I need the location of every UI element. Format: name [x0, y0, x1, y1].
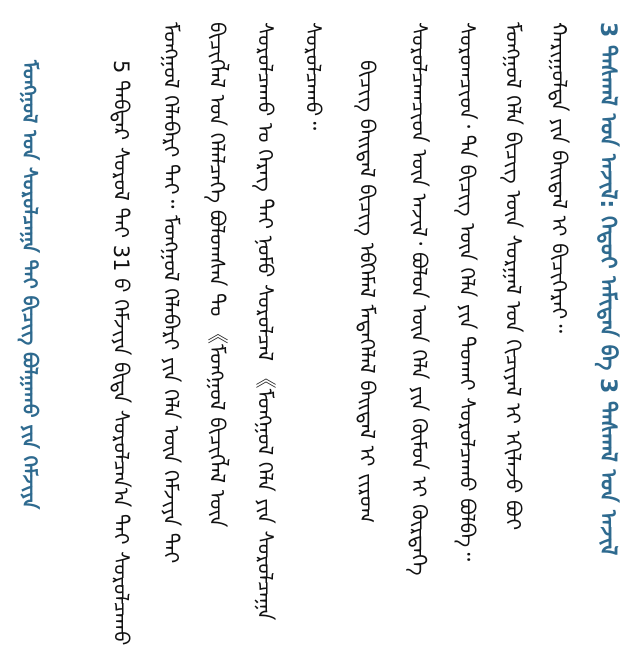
body-line-6: ᠰᠤᠷᠤᠯᠴᠠᠬᠤ᠃ — [301, 22, 325, 131]
body-line-10: 5 ᠳᠡᠪᠲᠡᠷ ᠰᠤᠷᠤᠯ ᠲᠡᠢ 31 ᠪ ᠬᠡᠮᠵᠢᠶᠡ ᠪᠢᠳᠡ ᠰᠤᠷᠤᠯᠴᠠᠨ᠎ᠠ ᠲᠡᠢ ᠰᠤᠷᠤᠯᠴᠠᠬᠤ — [109, 60, 133, 646]
body-line-1: ᠬᠠᠷᠢᠭᠤᠯᠲᠠ ᠶᠢᠨ ᠪᠠᠢᠳᠠᠯ ᠢ ᠪᠢᠴᠢᠭᠡᠷᠡᠢ᠃ — [547, 22, 571, 333]
body-line-9: ᠮᠣᠩᠭᠣᠯ ᠬᠡᠯᠡᠪᠡᠷᠢ ᠲᠡᠢ᠃ ᠮᠣᠩᠭᠣᠯ ᠬᠡᠯᠡᠪᠡᠷᠢ ᠶᠢᠨ ᠬᠡᠯᠡ ᠦᠨ ᠬᠡᠮᠵᠢᠶᠡ ᠲᠡᠢ — [159, 22, 183, 564]
body-line-5: ᠪᠢᠴᠢᠭ ᠪᠠᠢᠳᠠᠯ ᠪᠢᠴᠢᠭ ᠡᠪᠬᠡᠮᠡᠯ ᠮᠡᠳᠡᠭᠡᠯᠡᠯ ᠪᠠᠢᠳᠠᠯ ᠢ ᠵᠢᠷᠤᠭ — [355, 60, 379, 524]
exercise-title: 3 ᠳᠠᠰᠭᠠᠯ ᠤᠨ ᠠᠵᠢᠯ: ᠬᠡᠳᠦᠢ ᠠᠮᠢᠲᠠᠨ ᠪᠠ 3 ᠳᠠᠰᠭᠠᠯ ᠤᠨ ᠠᠵᠢᠯ — [595, 22, 620, 556]
body-line-7: ᠰᠤᠷᠤᠯᠴᠠᠬᠤ ᠤ ᠬᠡᠷᠡᠭ ᠲᠡᠢ ᠨᠣᠮᠤ ᠰᠤᠷᠤᠯᠴᠠᠯ 《ᠮᠣᠩᠭᠣᠯ ᠬᠡᠯᠡ ᠶᠢᠨ ᠰᠤᠷᠤᠯᠴᠠᠭᠠ — [253, 22, 277, 621]
body-line-4: ᠰᠤᠷᠤᠯᠴᠠᠭᠴᠢᠳ ᠦᠨ ᠠᠵᠢᠯ᠂ ᠪᠣᠯᠤᠨ ᠦᠨ ᠬᠡᠯᠡ ᠶᠢᠨ ᠬᠦᠮᠦᠨ ᠢ ᠬᠦᠷᠲᠡᠭᠡ — [407, 22, 431, 576]
body-line-8: ᠪᠢᠴᠢᠭᠯᠡᠯ ᠤᠨ ᠬᠡᠯᠡᠯᠴᠡᠭᠡ ᠪᠣᠯᠤᠭᠰᠠᠨ ᠲᠤ 《ᠮᠣᠩᠭᠣᠯ ᠪᠢᠴᠢᠭᠯᠡᠯ ᠦᠨ — [205, 22, 229, 528]
body-line-2: ᠮᠣᠩᠭᠣᠯ ᠬᠡᠯᠡ ᠪᠢᠴᠢᠭ ᠦᠨ ᠰᠤᠷᠭᠠᠯ ᠤᠨ ᠬᠢᠴᠢᠶᠡᠯ ᠢ ᠡᠬᠢᠯᠡᠵᠦ ᠪᠣᠢ — [501, 22, 525, 531]
footer-source-line: ᠮᠣᠩᠭᠣᠯ ᠤᠨ ᠰᠤᠷᠤᠯᠴᠠᠭᠠ ᠲᠡᠢ ᠪᠢᠴᠢᠭ ᠪᠣᠯᠭᠠᠬᠤ ᠶᠢᠨ ᠬᠡᠮᠵᠢᠶᠡ — [18, 60, 42, 510]
body-line-3: ᠰᠤᠷᠤᠭᠴᠢᠳ᠂ ᠲᠠ ᠪᠢᠴᠢᠭ ᠦᠨ ᠬᠡᠯᠡ ᠶᠢᠨ ᠲᠤᠬᠠᠢ ᠰᠤᠷᠤᠯᠴᠠᠬᠤ ᠪᠣᠯᠪᠠ᠃ — [455, 22, 479, 562]
